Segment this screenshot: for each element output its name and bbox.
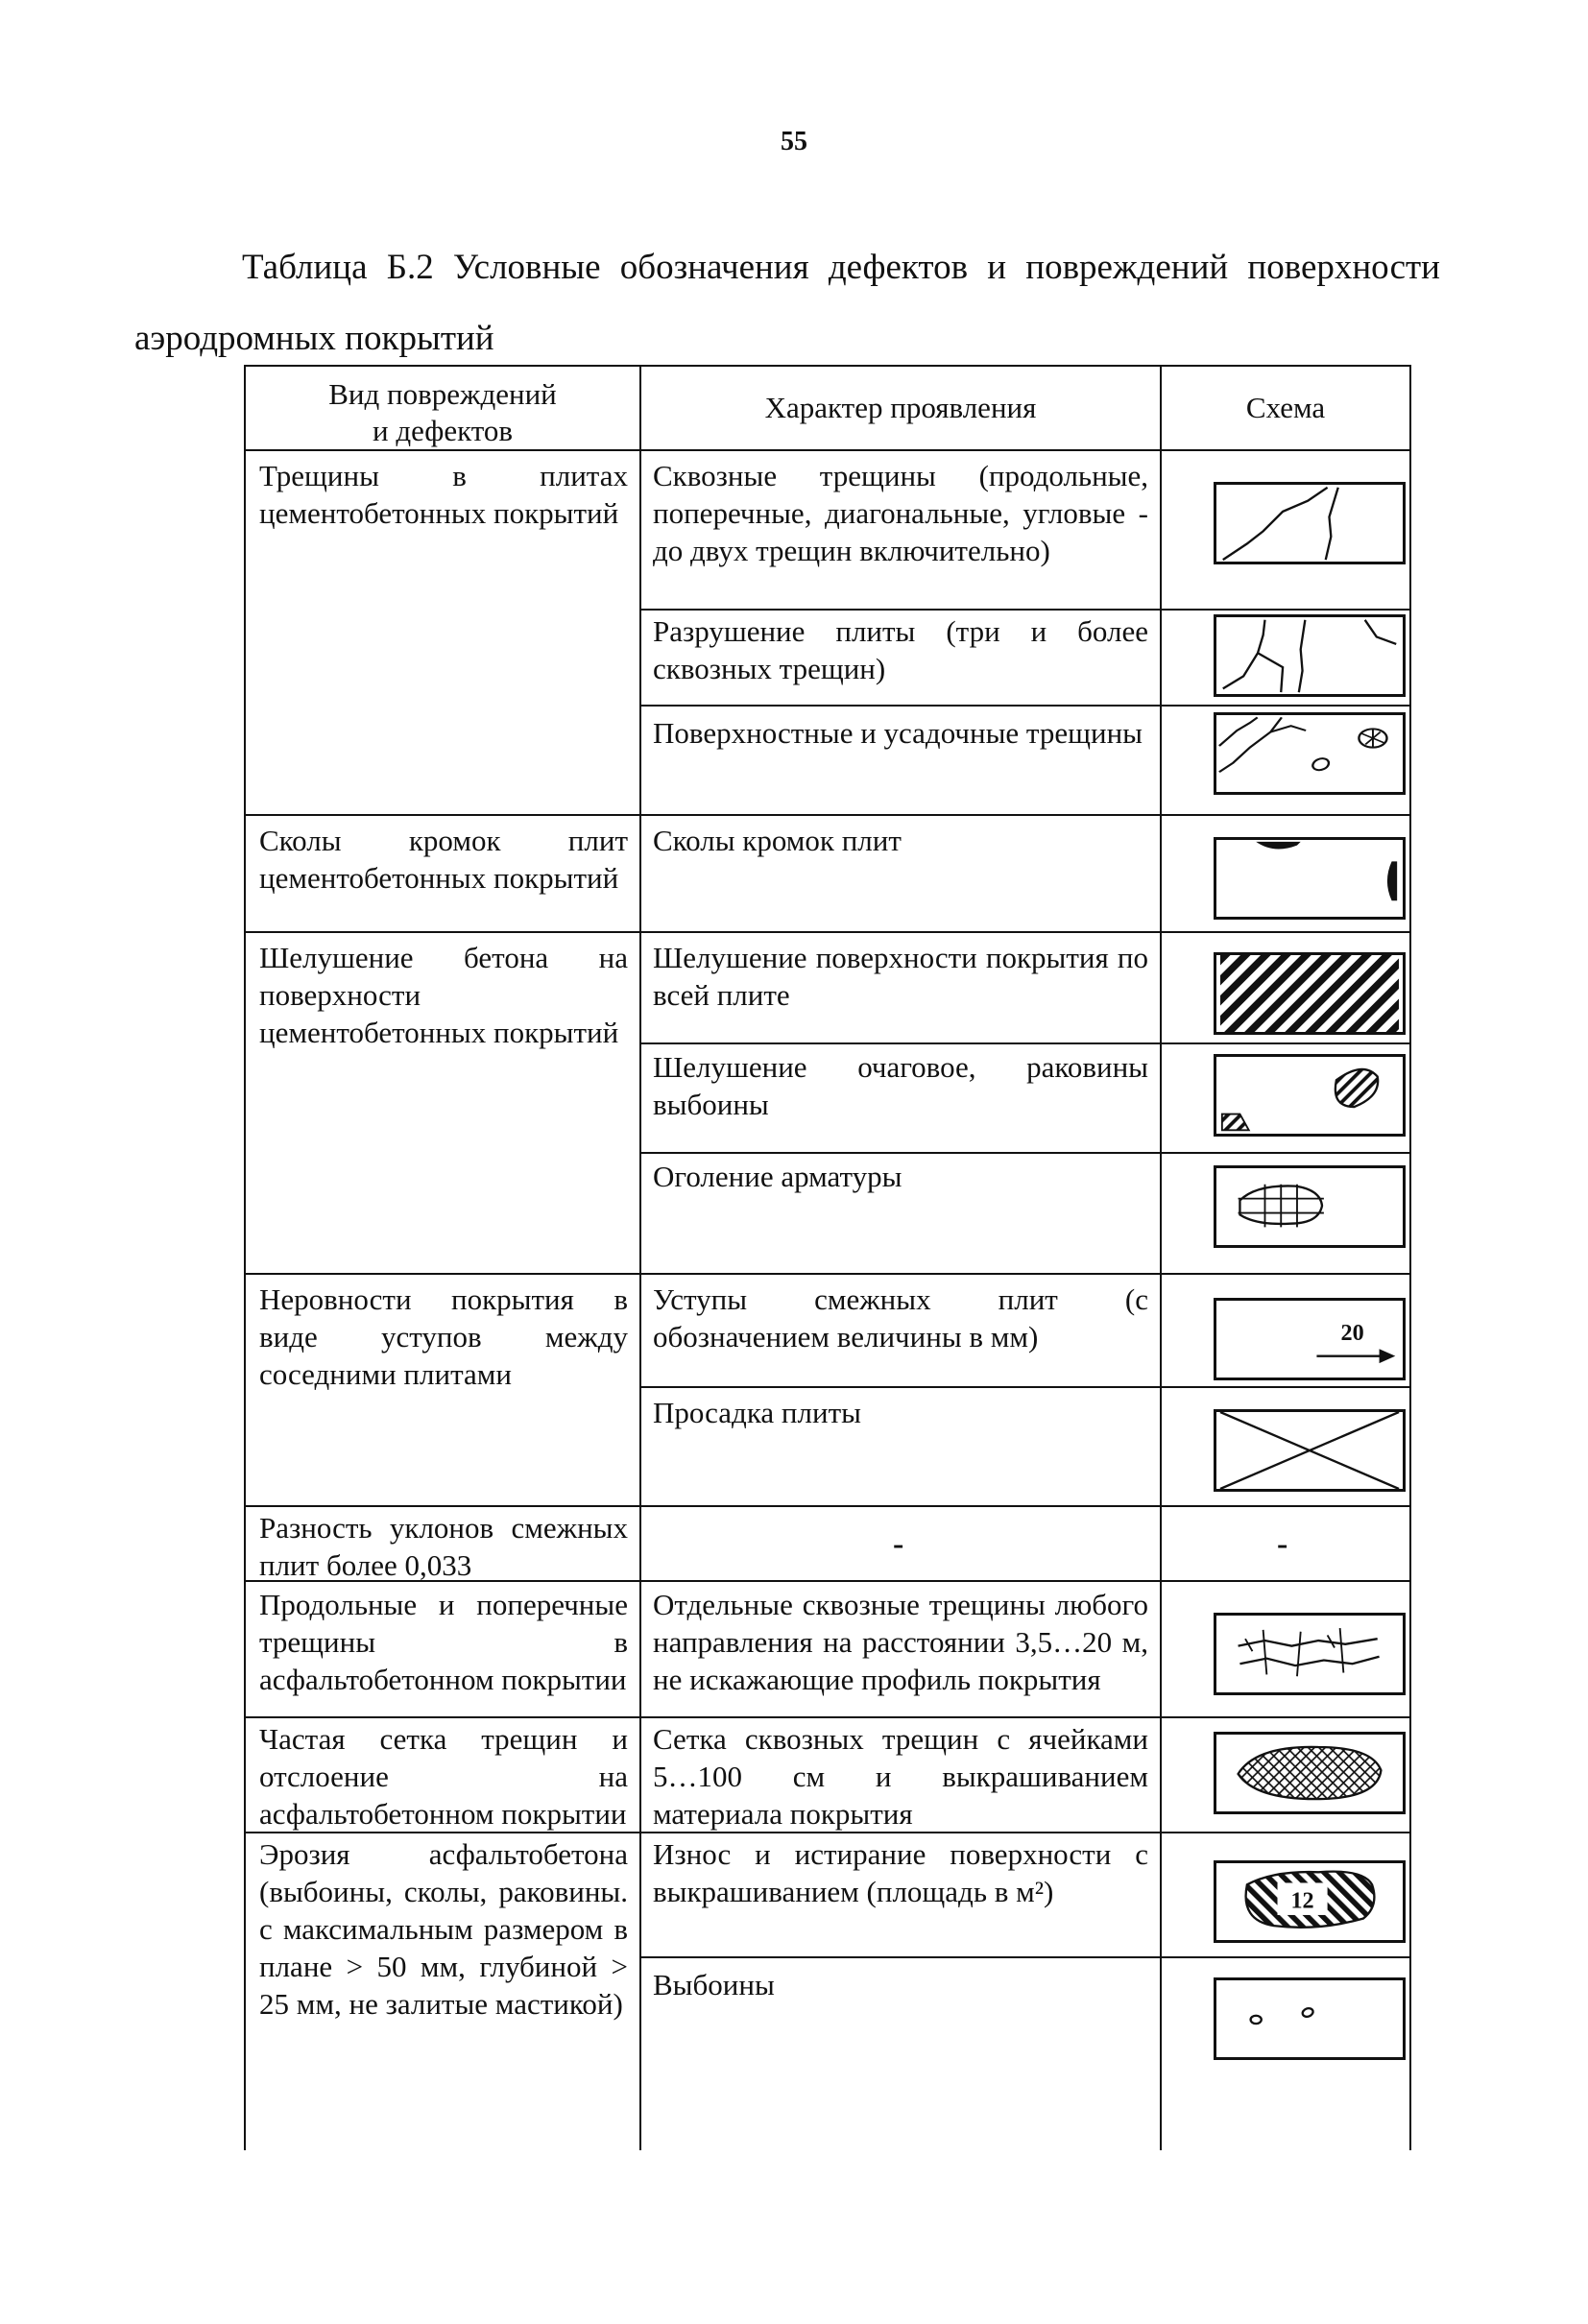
manifestation-single-cracks: Отдельные сквозные трещины любого направления на расстоянии 3,5…20 м, не искажающие профиль покрытия [653, 1588, 1148, 1696]
manifestation-wear: Износ и истирание поверхности с выкрашиванием (площадь в м²) [653, 1837, 1148, 1908]
schema-crack-mesh [1214, 1732, 1406, 1814]
defect-kind-slab-steps: Неровности покрытия в виде уступов между соседними плитами [259, 1282, 628, 1391]
table-caption [134, 232, 1440, 374]
defect-kind-scaling: Шелушение бетона на поверхности цементобетонных покрытий [259, 941, 628, 1049]
manifestation-exposed-rebar: Оголение арматуры [653, 1160, 902, 1193]
schema-slab-steps [1214, 1298, 1406, 1380]
single-cracks-icon [1216, 1616, 1403, 1692]
manifestation-slab-steps: Уступы смежных плит (с обозначением величины в мм) [653, 1282, 1148, 1354]
full-scaling-icon [1216, 955, 1403, 1032]
schema-surface-cracks [1214, 712, 1406, 795]
schema-single-cracks [1214, 1613, 1406, 1695]
caption-line-2: аэродромных покрытий [134, 319, 494, 358]
schema-empty-dash: - [1277, 1526, 1288, 1562]
row-divider [639, 1956, 1411, 1958]
header-manifestation: Характер проявления [764, 391, 1037, 424]
row-divider [639, 1386, 1411, 1388]
header-schema: Схема [1245, 391, 1326, 424]
step-arrow-icon [1216, 1301, 1403, 1378]
group-divider [244, 814, 1411, 816]
local-scaling-icon [1216, 1057, 1403, 1134]
crack-mesh-icon [1216, 1735, 1403, 1811]
row-divider [639, 1152, 1411, 1154]
manifestation-crack-mesh: Сетка сквозных трещин с ячейками 5…100 см и выкрашиванием материала покрытия [653, 1722, 1148, 1831]
defect-kind-asphalt-cracks: Продольные и поперечные трещины в асфальтобетонном покрытии [259, 1588, 628, 1696]
manifestation-edge-spalls: Сколы кромок плит [653, 824, 902, 857]
wear-area-label: 12 [1290, 1887, 1314, 1914]
slab-settlement-icon [1216, 1412, 1403, 1489]
table-border-top [244, 365, 1411, 367]
defects-table [244, 365, 1411, 2150]
manifestation-slab-settlement: Просадка плиты [653, 1396, 861, 1429]
header-divider [244, 449, 1411, 451]
page-number: 55 [781, 127, 807, 156]
column-divider-2 [1160, 365, 1162, 2150]
row-divider [639, 1042, 1411, 1044]
group-divider [244, 1505, 1411, 1507]
header-defect-kind [248, 376, 638, 449]
group-divider [244, 1273, 1411, 1275]
schema-slab-destruction [1214, 614, 1406, 697]
slab-destruction-icon [1216, 617, 1403, 694]
group-divider [244, 1716, 1411, 1718]
manifestation-through-cracks: Сквозные трещины (продольные, поперечные, диагональные, угловые - до двух трещин включительно) [653, 459, 1148, 567]
surface-cracks-icon [1216, 715, 1403, 792]
table-border-right [1409, 365, 1411, 2150]
table-border-left [244, 365, 246, 2150]
two-cracks-icon [1216, 485, 1403, 562]
manifestation-local-scaling: Шелушение очаговое, раковины выбоины [653, 1050, 1148, 1121]
defect-kind-crack-mesh: Частая сетка трещин и отслоение на асфальтобетонном покрытии [259, 1722, 628, 1831]
wear-area-icon [1216, 1863, 1403, 1940]
row-divider [639, 609, 1411, 611]
defect-kind-asphalt-erosion: Эрозия асфальтобетона (выбоины, сколы, раковины. с максимальным размером в плане > 50 мм, глубиной > 25 мм, не залитые мастикой) [259, 1837, 628, 2021]
manifestation-slab-destruction: Разрушение плиты (три и более сквозных трещин) [653, 614, 1148, 685]
schema-edge-spalls [1214, 837, 1406, 920]
schema-full-scaling [1214, 952, 1406, 1035]
schema-exposed-rebar [1214, 1165, 1406, 1248]
step-value-label: 20 [1340, 1319, 1364, 1346]
manifestation-empty-dash: - [893, 1526, 904, 1562]
schema-local-scaling [1214, 1054, 1406, 1137]
schema-wear [1214, 1860, 1406, 1943]
manifestation-potholes: Выбоины [653, 1968, 775, 2001]
defect-kind-slope-difference: Разность уклонов смежных плит более 0,033 [259, 1511, 628, 1582]
row-divider [639, 705, 1411, 707]
schema-through-cracks [1214, 482, 1406, 564]
potholes-icon [1216, 1980, 1403, 2057]
defect-kind-concrete-cracks: Трещины в плитах цементобетонных покрытий [259, 459, 628, 530]
exposed-rebar-icon [1216, 1168, 1403, 1245]
column-divider-1 [639, 365, 641, 2150]
schema-potholes [1214, 1977, 1406, 2060]
caption-line-1: Таблица Б.2 Условные обозначения дефектов и повреждений поверхности [242, 248, 1440, 287]
manifestation-surface-cracks: Поверхностные и усадочные трещины [653, 716, 1143, 750]
defect-kind-edge-spalls: Сколы кромок плит цементобетонных покрытий [259, 824, 628, 895]
header-defect-kind-line-2: и дефектов [372, 414, 514, 447]
edge-spalls-icon [1216, 840, 1403, 917]
manifestation-full-scaling: Шелушение поверхности покрытия по всей плите [653, 941, 1148, 1012]
schema-slab-settlement [1214, 1409, 1406, 1492]
header-defect-kind-line-1: Вид повреждений [328, 377, 557, 411]
group-divider [244, 931, 1411, 933]
